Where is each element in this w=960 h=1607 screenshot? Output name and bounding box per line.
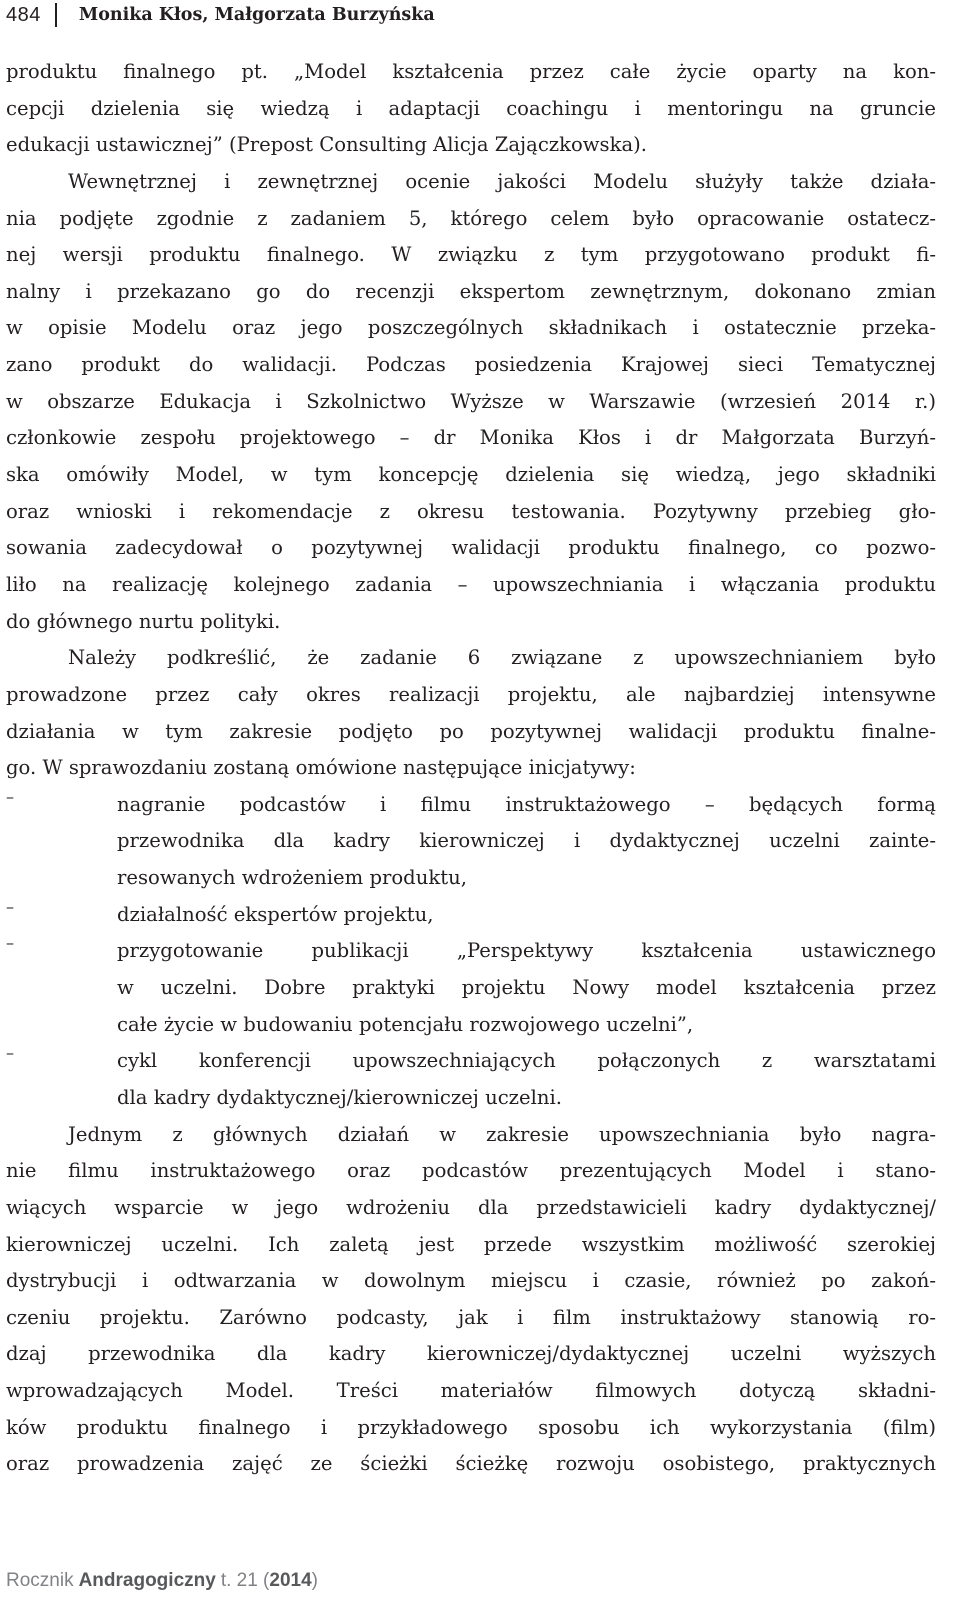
running-header bbox=[6, 2, 435, 28]
text-line: Należy podkreślić, że zadanie 6 związane z upowszechnianiem było bbox=[68, 646, 936, 670]
text-line: wprowadzających Model. Treści materiałów filmowych dotyczą składni- bbox=[6, 1379, 936, 1403]
body-text bbox=[6, 54, 936, 1483]
text-line: cepcji dzielenia się wiedzą i adaptacji coachingu i mentoringu na gruncie bbox=[6, 96, 936, 120]
text-line: w opisie Modelu oraz jego poszczególnych składnikach i ostatecznie przeka- bbox=[6, 316, 936, 340]
text-line: czeniu projektu. Zarówno podcasty, jak i film instruktażowy stanowią ro- bbox=[6, 1305, 936, 1329]
paragraphs-top bbox=[6, 54, 936, 787]
text-line: liło na realizację kolejnego zadania – upowszechniania i włączania produktu bbox=[6, 572, 936, 596]
text-line: zano produkt do walidacji. Podczas posiedzenia Krajowej sieci Tematycznej bbox=[6, 353, 936, 377]
text-line: sowania zadecydował o pozytywnej walidacji produktu finalnego, co pozwo- bbox=[6, 536, 936, 560]
journal-prefix: Rocznik bbox=[6, 1570, 74, 1591]
journal-year: 2014 bbox=[269, 1570, 312, 1591]
text-line: do głównego nurtu polityki. bbox=[6, 609, 281, 633]
text-line: oraz wnioski i rekomendacje z okresu testowania. Pozytywny przebieg gło- bbox=[6, 499, 936, 523]
text-line: przewodnika dla kadry kierowniczej i dydaktycznej uczelni zainte- bbox=[117, 829, 936, 853]
running-footer bbox=[6, 1566, 318, 1596]
text-line: cykl konferencji upowszechniających połączonych z warsztatami bbox=[117, 1049, 936, 1073]
journal-name: Andragogiczny bbox=[78, 1570, 216, 1591]
text-line: go. W sprawozdaniu zostaną omówione następujące inicjatywy: bbox=[6, 756, 636, 780]
text-line: ska omówiły Model, w tym koncepcję dzielenia się wiedzą, jego składniki bbox=[6, 463, 936, 487]
list-item bbox=[6, 787, 936, 897]
list-bullet-dash: – bbox=[6, 933, 14, 953]
text-line: kierowniczej uczelni. Ich zaletą jest przede wszystkim możliwość szerokiej bbox=[6, 1232, 936, 1256]
list-bullet-dash: – bbox=[6, 896, 14, 916]
text-line: działalność ekspertów projektu, bbox=[117, 902, 434, 926]
text-line: edukacji ustawicznej” (Prepost Consulting Alicja Zajączkowska). bbox=[6, 133, 648, 157]
text-line: prowadzone przez cały okres realizacji projektu, ale najbardziej intensywne bbox=[6, 682, 936, 706]
text-line: działania w tym zakresie podjęto po pozytywnej walidacji produktu finalne- bbox=[6, 719, 936, 743]
initiatives-list bbox=[6, 787, 936, 1117]
text-line: nagranie podcastów i filmu instruktażowego – będących formą bbox=[117, 792, 936, 816]
text-line: w uczelni. Dobre praktyki projektu Nowy model kształcenia przez bbox=[117, 976, 936, 1000]
list-bullet-dash: – bbox=[6, 1043, 14, 1063]
text-line: produktu finalnego pt. „Model kształcenia przez całe życie oparty na kon- bbox=[6, 60, 936, 83]
text-line: nie filmu instruktażowego oraz podcastów prezentujących Model i stano- bbox=[6, 1159, 936, 1183]
text-line: Wewnętrznej i zewnętrznej ocenie jakości Modelu służyły także działa- bbox=[68, 169, 936, 193]
list-item bbox=[6, 897, 936, 934]
text-line: resowanych wdrożeniem produktu, bbox=[117, 866, 467, 890]
page-number: 484 bbox=[6, 3, 41, 26]
list-item bbox=[6, 933, 936, 1043]
text-line: w obszarze Edukacja i Szkolnictwo Wyższe w Warszawie (wrzesień 2014 r.) bbox=[6, 389, 936, 413]
text-line: ków produktu finalnego i przykładowego sposobu ich wykorzystania (film) bbox=[6, 1415, 936, 1439]
text-line: przygotowanie publikacji „Perspektywy kształcenia ustawicznego bbox=[117, 939, 936, 963]
text-line: nej wersji produktu finalnego. W związku z tym przygotowano produkt fi- bbox=[6, 243, 936, 267]
header-divider bbox=[55, 3, 57, 27]
journal-volume: t. 21 ( bbox=[220, 1570, 270, 1591]
text-line: dystrybucji i odtwarzania w dowolnym miejscu i czasie, również po zakoń- bbox=[6, 1269, 936, 1293]
text-line: nia podjęte zgodnie z zadaniem 5, którego celem było opracowanie ostatecz- bbox=[6, 206, 936, 230]
text-line: oraz prowadzenia zajęć ze ścieżki ścieżkę rozwoju osobistego, praktycznych bbox=[6, 1452, 936, 1476]
list-item bbox=[6, 1043, 936, 1116]
text-line: wiących wsparcie w jego wdrożeniu dla przedstawicieli kadry dydaktycznej/ bbox=[6, 1195, 936, 1219]
running-header-authors: Monika Kłos, Małgorzata Burzyńska bbox=[78, 5, 435, 25]
text-line: Jednym z głównych działań w zakresie upowszechniania było nagra- bbox=[68, 1122, 936, 1146]
journal-close: ) bbox=[311, 1570, 318, 1591]
text-line: nalny i przekazano go do recenzji ekspertom zewnętrznym, dokonano zmian bbox=[6, 279, 936, 303]
text-line: członkowie zespołu projektowego – dr Monika Kłos i dr Małgorzata Burzyń- bbox=[6, 426, 936, 450]
text-line: całe życie w budowaniu potencjału rozwojowego uczelni”, bbox=[117, 1012, 694, 1036]
list-bullet-dash: – bbox=[6, 786, 14, 806]
text-line: dzaj przewodnika dla kadry kierowniczej/dydaktycznej uczelni wyższych bbox=[6, 1342, 936, 1366]
paragraph-closing bbox=[6, 1117, 936, 1483]
text-line: dla kadry dydaktycznej/kierowniczej uczelni. bbox=[117, 1085, 562, 1109]
